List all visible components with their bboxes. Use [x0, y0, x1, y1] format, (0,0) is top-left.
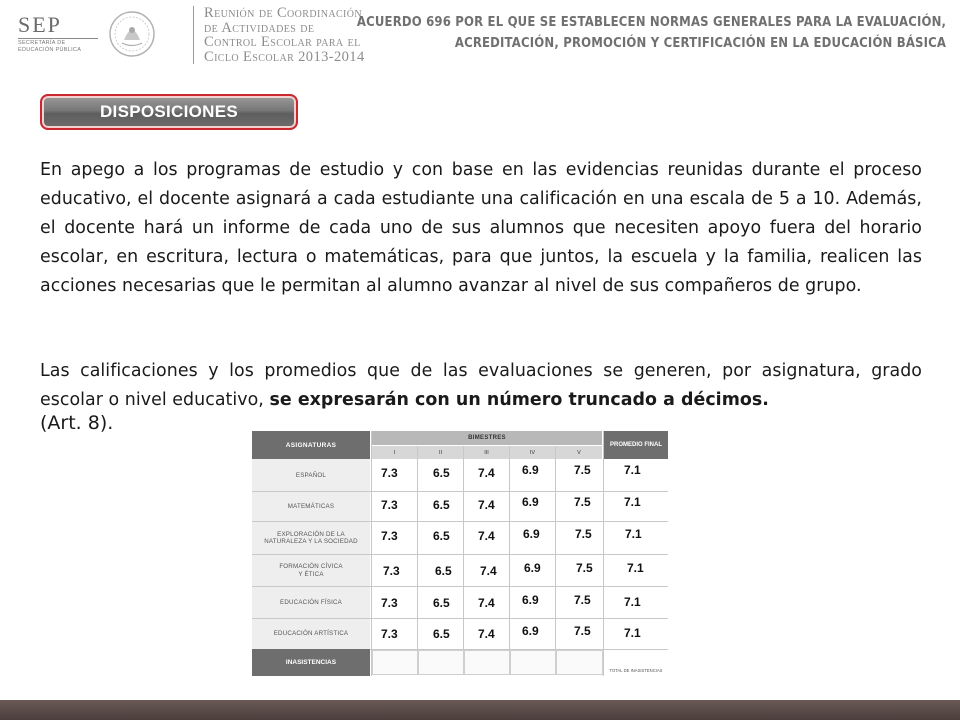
acuerdo-title: ACUERDO 696 POR EL QUE SE ESTABLECEN NORMAS GENERALES PARA LA EVALUACIÓN, ACREDITACIÓN, PROMOCIÓN Y CERTIFICACIÓN EN LA EDUCACIÓN BÁSICA [356, 14, 946, 51]
grade-value: 7.4 [478, 498, 495, 512]
grade-value: 6.5 [435, 564, 452, 578]
sep-logo: SEP [18, 12, 62, 37]
grade-value: 6.9 [523, 527, 540, 541]
bimester-label: IV [510, 446, 555, 459]
event-title: Reunión de Coordinación de Actividades de Control Escolar para el Ciclo Escolar 2013-2014 [204, 5, 365, 65]
column-separator [371, 431, 372, 676]
paragraph-truncation-rule [40, 357, 922, 415]
bimester-label: I [372, 446, 417, 459]
column-separator [509, 446, 510, 650]
subject-name: EDUCACIÓN ARTÍSTICA [273, 630, 349, 638]
grade-value: 6.9 [522, 463, 539, 477]
grade-value: 7.4 [478, 529, 495, 543]
grade-value: 7.4 [478, 627, 495, 641]
grade-value: 7.3 [383, 564, 400, 578]
column-separator [417, 446, 418, 650]
sep-logo-subtitle: SECRETARÍA DE EDUCACIÓN PÚBLICA [18, 40, 82, 53]
grade-value: 6.9 [522, 495, 539, 509]
final-average-value: 7.1 [624, 595, 641, 609]
grade-value: 6.9 [524, 561, 541, 575]
column-separator [555, 446, 556, 650]
grade-value: 7.5 [576, 561, 593, 575]
header-bimesters: BIMESTRES [372, 431, 602, 445]
final-average-value: 7.1 [624, 626, 641, 640]
sep-logo-rule [18, 38, 98, 39]
grade-value: 6.9 [522, 624, 539, 638]
absences-cell [556, 650, 603, 675]
grade-value: 7.4 [480, 564, 497, 578]
absences-cell [464, 650, 510, 675]
final-average-value: 7.1 [627, 561, 644, 575]
grade-value: 7.3 [381, 498, 398, 512]
grade-value: 7.5 [575, 527, 592, 541]
footer-bar [0, 700, 960, 720]
article-reference: (Art. 8). [40, 412, 114, 434]
bimester-label: II [418, 446, 463, 459]
grade-value: 6.5 [433, 627, 450, 641]
bimester-label: V [556, 446, 602, 459]
grade-value: 7.5 [574, 593, 591, 607]
subject-name: EDUCACIÓN FÍSICA [280, 598, 342, 606]
absences-cell [418, 650, 464, 675]
national-seal-icon [108, 10, 156, 58]
grades-table [252, 431, 668, 676]
grade-value: 7.5 [574, 463, 591, 477]
subject-name: ESPAÑOL [295, 472, 327, 480]
total-absences-label: TOTAL DE INASISTENCIAS [609, 668, 663, 673]
bimester-label: III [464, 446, 509, 459]
absences-label: INASISTENCIAS [252, 649, 370, 676]
subject-name: FORMACIÓN CÍVICA Y ÉTICA [279, 563, 343, 578]
header-final-average: PROMEDIO FINAL [604, 431, 668, 459]
grade-value: 6.5 [433, 596, 450, 610]
subject-name: EXPLORACIÓN DE LA NATURALEZA Y LA SOCIEDAD [264, 530, 358, 545]
section-badge-disposiciones: DISPOSICIONES [40, 94, 298, 130]
grade-value: 7.3 [381, 596, 398, 610]
grade-value: 7.3 [381, 466, 398, 480]
subject-name: MATEMÁTICAS [287, 502, 335, 510]
column-separator [463, 446, 464, 650]
grade-value: 6.5 [433, 466, 450, 480]
grade-value: 7.3 [381, 627, 398, 641]
final-average-value: 7.1 [625, 527, 642, 541]
header-divider [193, 6, 194, 64]
grade-value: 6.5 [433, 498, 450, 512]
grade-value: 6.9 [522, 593, 539, 607]
absences-cell [372, 650, 418, 675]
column-separator [603, 431, 604, 676]
grade-value: 7.5 [574, 495, 591, 509]
paragraph-truncation-emphasis: se expresarán con un número truncado a décimos. [269, 390, 769, 410]
grade-value: 7.5 [574, 624, 591, 638]
final-average-value: 7.1 [624, 463, 641, 477]
paragraph-truncation-text: Las calificaciones y los promedios que de las evaluaciones se generen, por asignatura, grado escolar o nivel educativo, [40, 361, 922, 410]
page-header [0, 0, 960, 72]
grade-value: 7.4 [478, 596, 495, 610]
paragraph-evaluation-scale: En apego a los programas de estudio y con base en las evidencias reunidas durante el proceso educativo, el docente asignará a cada estudiante una calificación en una escala de 5 a 10. Además, el docente hará un informe de cada uno de sus alumnos que necesiten apoyo fuera del horario escolar, en escritura, lectura o matemáticas, para que juntos, la escuela y la familia, realicen las acciones necesarias que le permitan al alumno avanzar al nivel de sus compañeros de grupo. [40, 160, 922, 296]
grade-value: 7.4 [478, 466, 495, 480]
final-average-value: 7.1 [624, 495, 641, 509]
grade-value: 7.3 [381, 529, 398, 543]
grade-value: 6.5 [433, 529, 450, 543]
absences-cell [510, 650, 556, 675]
header-subjects: ASIGNATURAS [252, 431, 370, 459]
